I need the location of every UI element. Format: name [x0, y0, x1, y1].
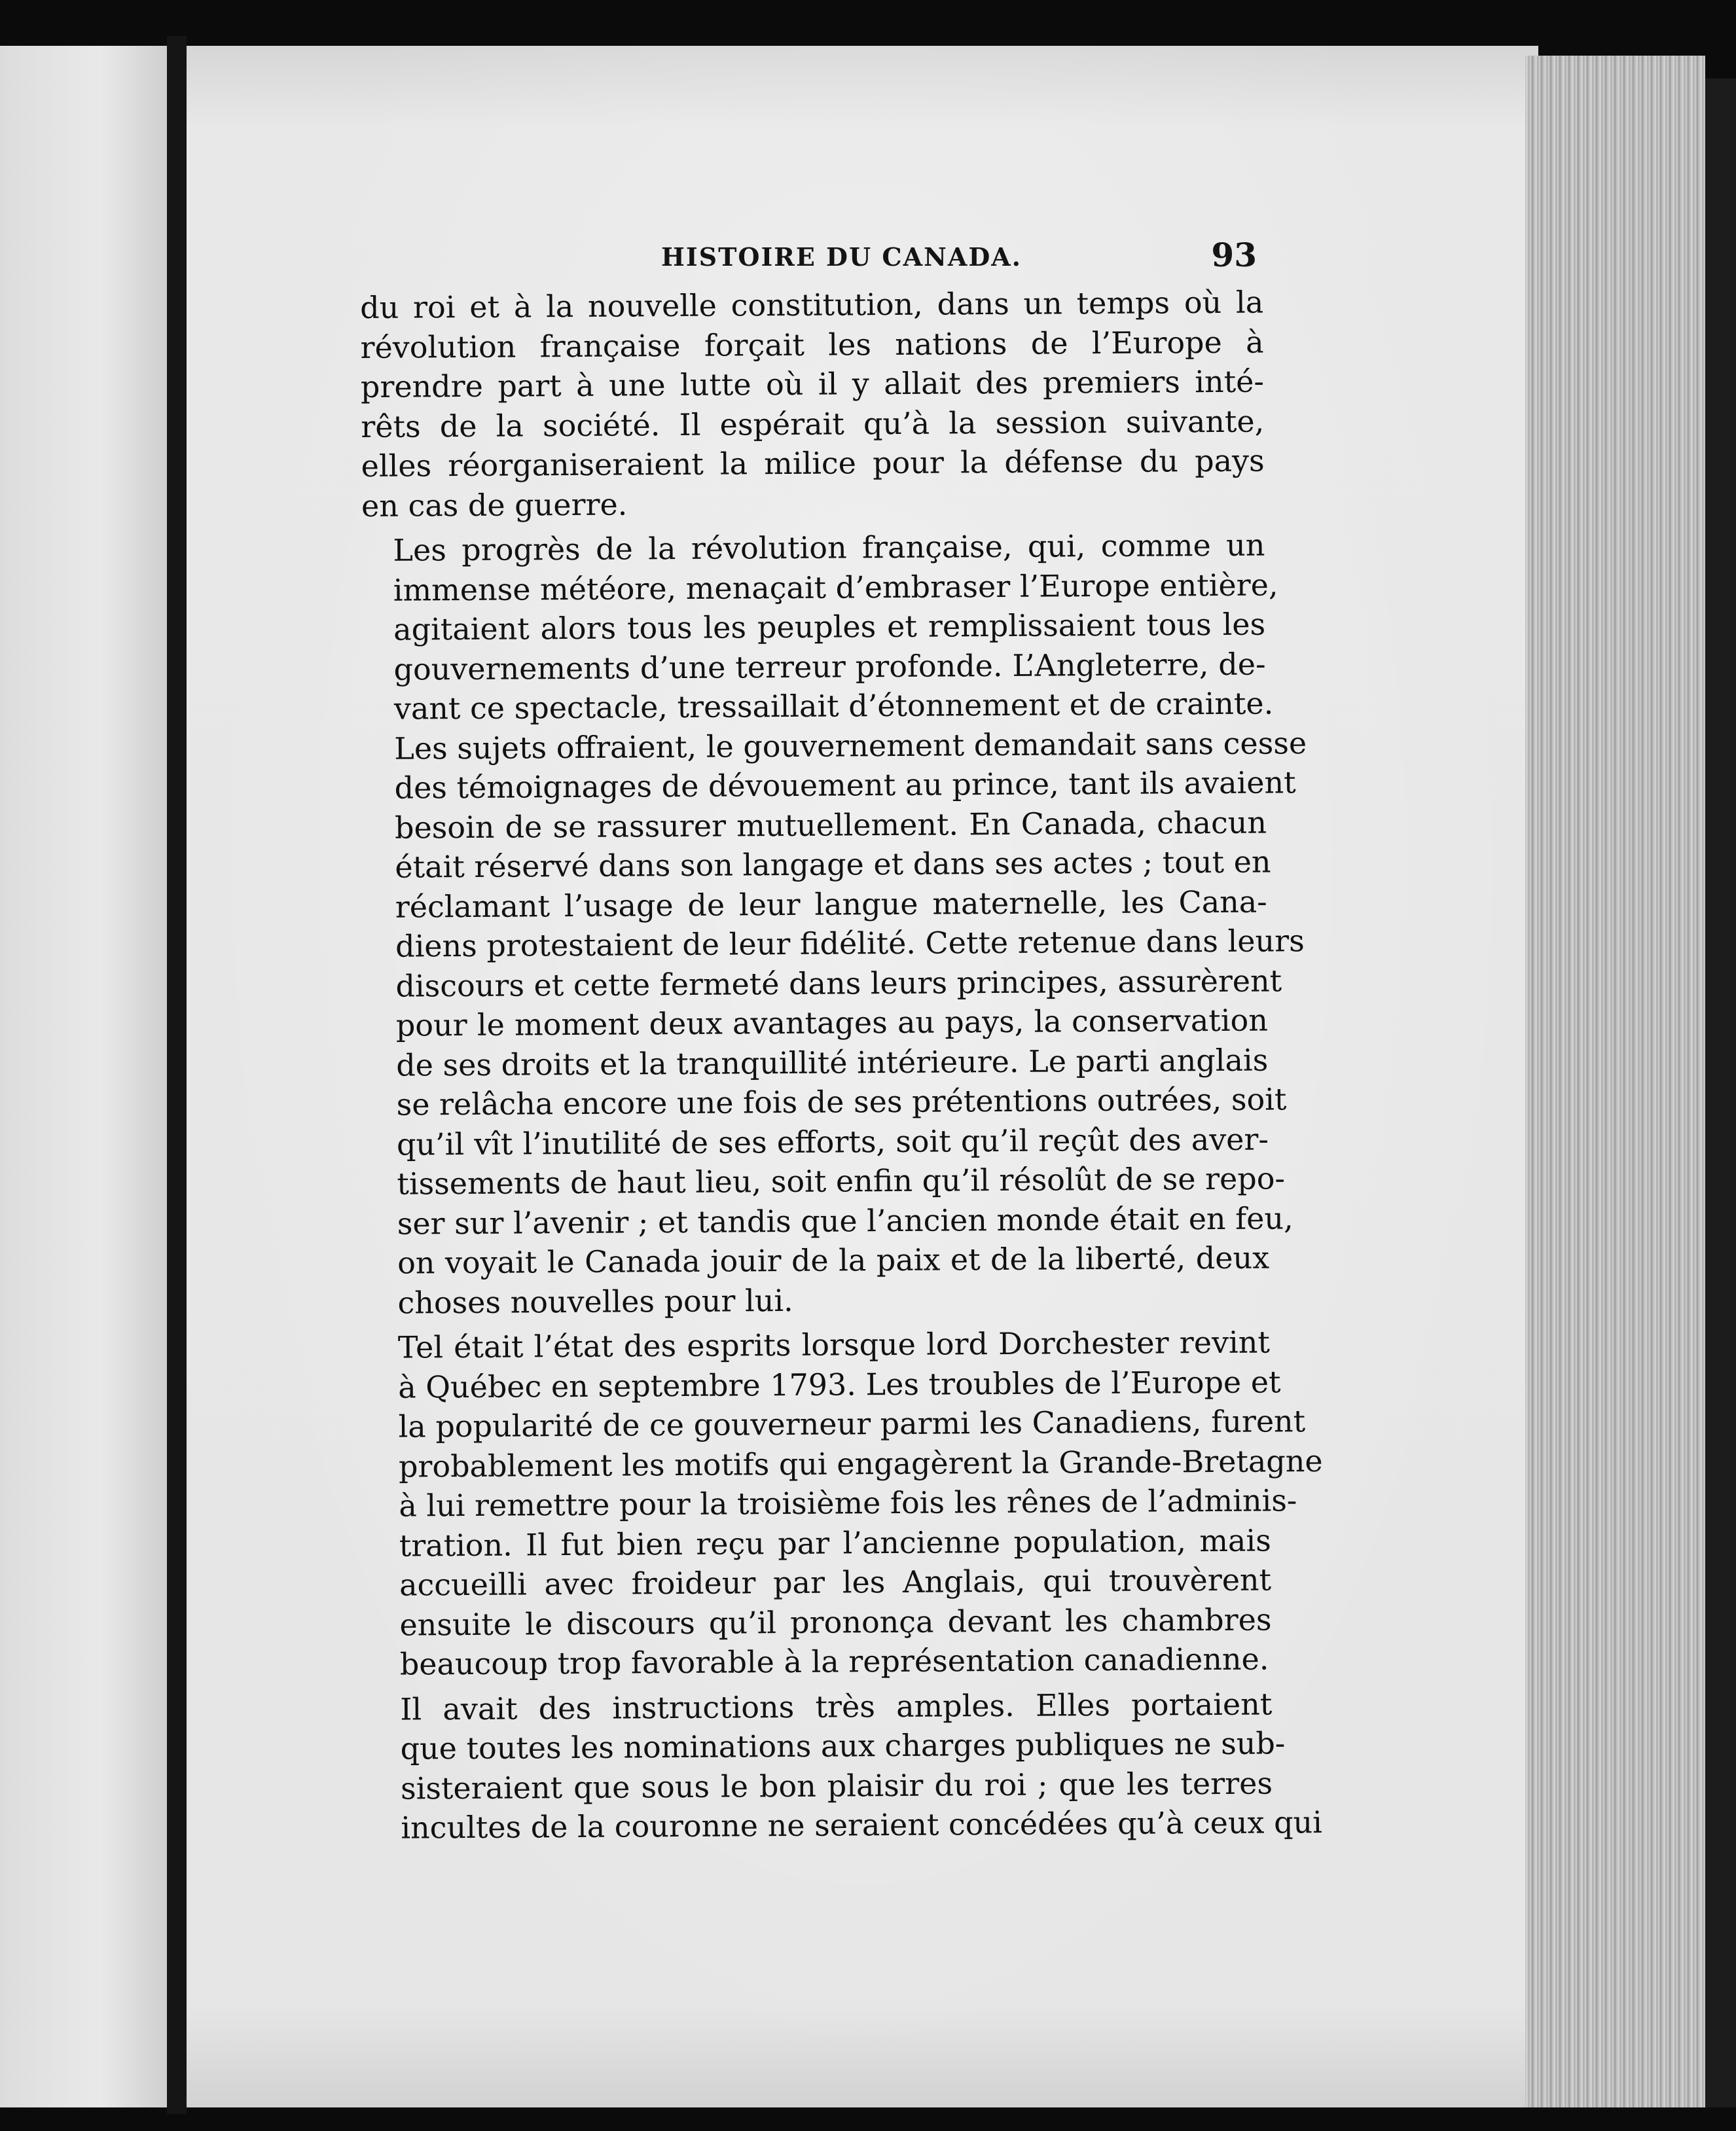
- text-line: probablement les motifs qui engagèrent la Grande-Bretagne: [398, 1442, 1323, 1484]
- text-line: était réservé dans son langage et dans ses actes ; tout en: [395, 844, 1271, 885]
- text-line: elles réorganiseraient la milice pour la défense du pays: [361, 442, 1265, 484]
- text-line: ser sur l’avenir ; et tandis que l’ancien monde était en feu,: [397, 1200, 1293, 1242]
- text-line: discours et cette fermeté dans leurs principes, assurèrent: [395, 962, 1282, 1004]
- text-line: on voyait le Canada jouir de la paix et de la liberté, deux: [397, 1240, 1270, 1281]
- text-line: que toutes les nominations aux charges publiques ne sub-: [400, 1725, 1286, 1766]
- text-line: tration. Il fut bien reçu par l’ancienne population, mais: [399, 1522, 1271, 1564]
- text-line: incultes de la couronne ne seraient concédées qu’à ceux qui: [401, 1804, 1323, 1846]
- text-line: agitaient alors tous les peuples et remplissaient tous les: [393, 606, 1266, 647]
- previous-page-edge: [0, 46, 167, 2107]
- text-line: choses nouvelles pour lui.: [397, 1282, 793, 1321]
- text-line: gouvernements d’une terreur profonde. L’Angleterre, de-: [393, 646, 1266, 687]
- text-line: se relâcha encore une fois de ses prétentions outrées, soit: [396, 1081, 1287, 1122]
- text-line: en cas de guerre.: [361, 486, 628, 524]
- paragraph: [361, 526, 1307, 1323]
- text-line: ensuite le discours qu’il prononça devant les chambres: [399, 1602, 1272, 1643]
- body-text: [360, 283, 1323, 1853]
- text-line: pour le moment deux avantages au pays, la conservation: [395, 1002, 1269, 1043]
- text-line: accueilli avec froideur par les Anglais, qui trouvèrent: [399, 1562, 1272, 1603]
- book-fore-edge: [1525, 56, 1705, 2107]
- book-gutter: [167, 36, 187, 2114]
- text-line: de ses droits et la tranquillité intérieure. Le parti anglais: [396, 1042, 1269, 1083]
- running-title: HISTOIRE DU CANADA.: [661, 242, 1022, 272]
- text-line: Tel était l’état des esprits lorsque lord Dorchester revint: [397, 1324, 1271, 1365]
- text-line: Les sujets offraient, le gouvernement demandait sans cesse: [394, 725, 1307, 766]
- text-line: beaucoup trop favorable à la représentation canadienne.: [399, 1641, 1269, 1682]
- text-line: des témoignages de dévouement au prince, tant ils avaient: [394, 764, 1296, 806]
- page-header: [661, 236, 1257, 281]
- text-line: la popularité de ce gouverneur parmi les Canadiens, furent: [398, 1403, 1306, 1444]
- text-line: révolution française forçait les nations de l’Europe à: [360, 324, 1264, 365]
- paragraph: [360, 283, 1265, 526]
- text-line: à lui remettre pour la troisième fois les rênes de l’adminis-: [399, 1482, 1297, 1524]
- text-line: du roi et à la nouvelle constitution, dans un temps où la: [360, 284, 1264, 325]
- paragraph: [369, 1684, 1323, 1848]
- page-number: 93: [1211, 236, 1257, 274]
- text-line: qu’il vît l’inutilité de ses efforts, soit qu’il reçût des aver-: [396, 1121, 1269, 1162]
- text-line: rêts de la société. Il espérait qu’à la session suivante,: [361, 403, 1265, 444]
- text-line: besoin de se rassurer mutuellement. En Canada, chacun: [394, 804, 1267, 846]
- text-line: sisteraient que sous le bon plaisir du roi ; que les terres: [400, 1765, 1273, 1806]
- text-line: Les progrès de la révolution française, qui, comme un: [393, 527, 1265, 568]
- paragraph: [367, 1323, 1323, 1685]
- text-line: réclamant l’usage de leur langue maternelle, les Cana-: [395, 884, 1267, 925]
- text-line: à Québec en septembre 1793. Les troubles de l’Europe et: [398, 1363, 1281, 1405]
- text-line: diens protestaient de leur fidélité. Cette retenue dans leurs: [395, 923, 1305, 964]
- text-line: prendre part à une lutte où il y allait des premiers inté-: [360, 363, 1265, 404]
- text-line: immense météore, menaçait d’embraser l’Europe entière,: [393, 566, 1278, 608]
- text-line: vant ce spectacle, tressaillait d’étonnement et de crainte.: [393, 685, 1274, 726]
- text-line: tissements de haut lieu, soit enfin qu’il résolût de se repo-: [397, 1160, 1286, 1202]
- text-line: Il avait des instructions très amples. Elles portaient: [400, 1686, 1273, 1727]
- book-fore-edge-shadow: [1705, 79, 1736, 2107]
